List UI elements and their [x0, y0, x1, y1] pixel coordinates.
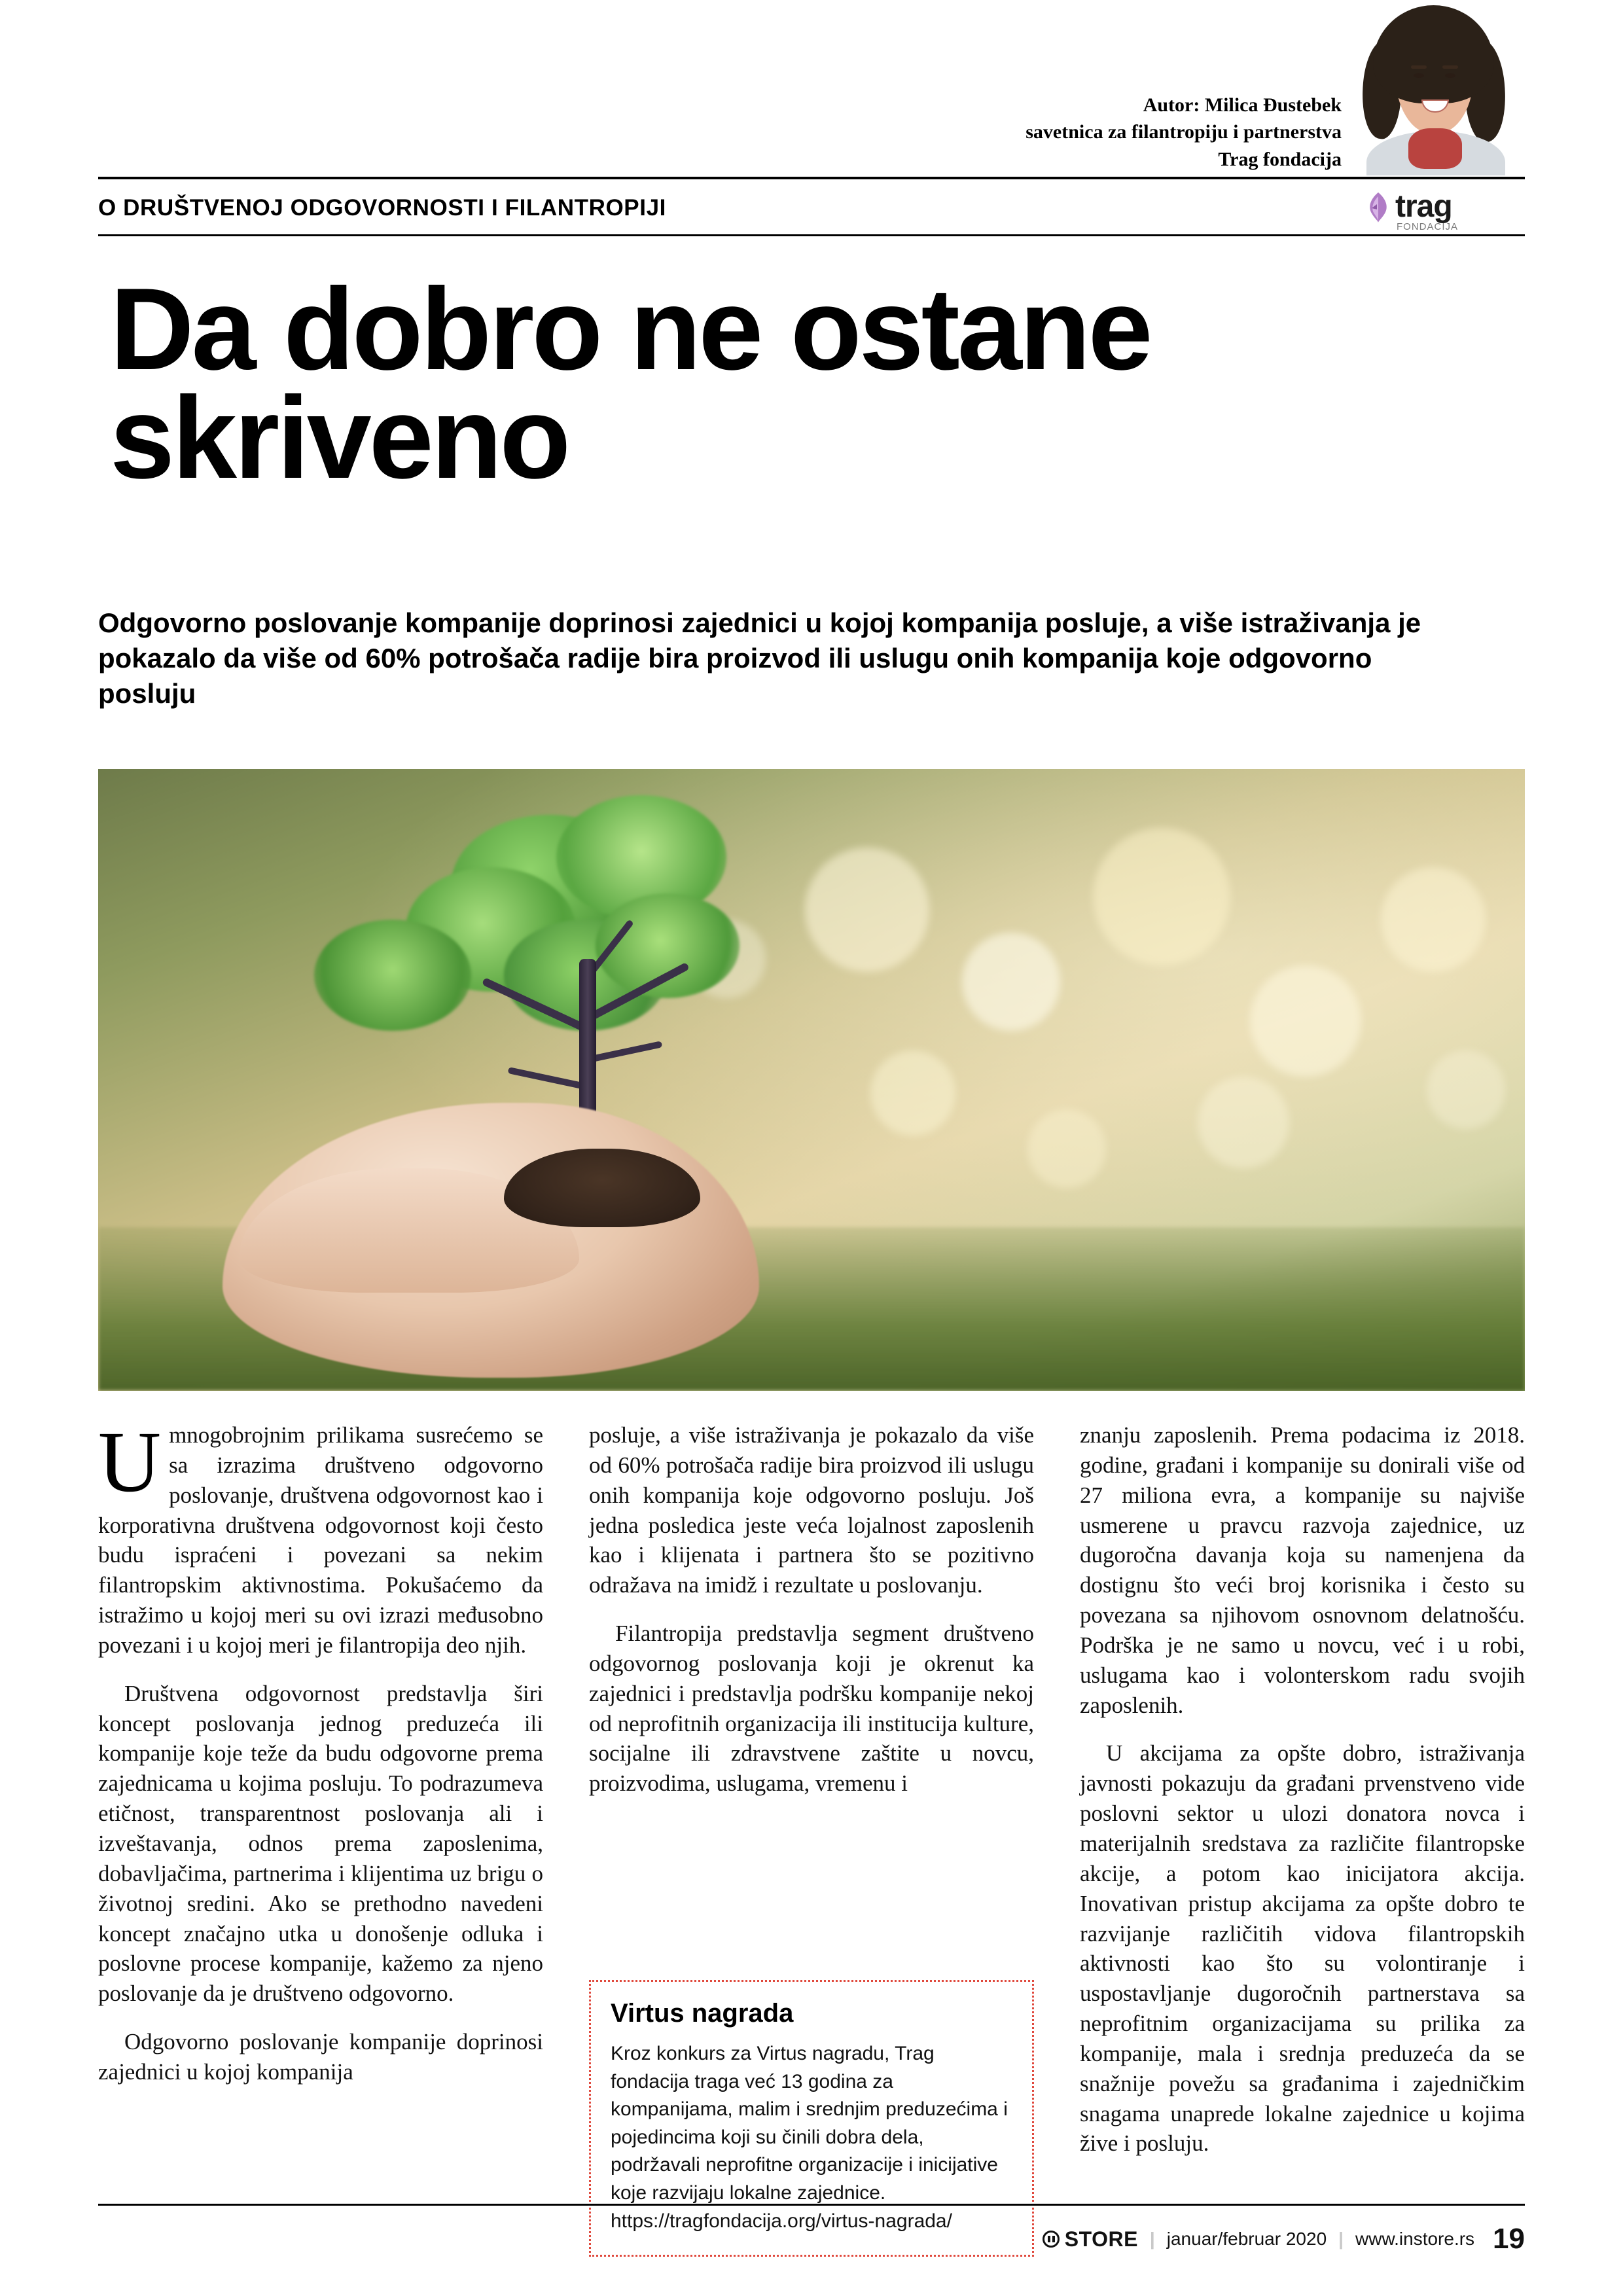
footer-divider — [98, 2204, 1525, 2206]
callout-text: Kroz konkurs za Virtus nagradu, Trag fondacija traga već 13 godina za kompanijama, malim i srednjim preduzećima i pojedincima koji su činili dobra dela, podržavali neprofitne organizacije i inicijative koje razvijaju lokalne zajednice. — [611, 2043, 1008, 2204]
author-credit — [1026, 92, 1342, 173]
instore-circle-icon — [1043, 2231, 1060, 2248]
page-footer — [1043, 2223, 1525, 2255]
logo-subtitle: FONDACIJA — [1397, 221, 1459, 232]
body-column-2 — [589, 1420, 1034, 1799]
body-column-1 — [98, 1413, 543, 2087]
trag-fondacija-logo — [1360, 188, 1524, 236]
paragraph-text: mnogobrojnim prilikama susrećemo se sa izrazima društveno odgovorno poslovanje, društvena odgovornost kao i korporativna društvena odgovornost koji često budu ispraćeni i povezani sa nekim filantropskim aktivnostima. Pokušaćemo da istražimo u kojoj meri su ovi izrazi međusobno povezani i u kojoj meri je filantropija deo njih. — [98, 1422, 543, 1658]
virtus-nagrada-link[interactable]: https://tragfondacija.org/virtus-nagrada/ — [611, 2210, 952, 2232]
paragraph: Društvena odgovornost predstavlja širi koncept poslovanja jednog preduzeća ili kompanije koje teže da budu odgovorne prema zajednicama u kojima posluju. To podrazumeva etičnost, transparentnost poslovanja ali i izveštavanja, odnos prema zaposlenima, dobavljačima, partnerima i klijentima uz brigu o životnoj sredini. Ako se prethodno navedeni koncept značajno utka u donošenje odluka i poslovne procese kompanije, kažemo za njeno poslovanje da je društveno odgovorno. — [98, 1680, 543, 2007]
paragraph: znanju zaposlenih. Prema podacima iz 2018. godine, građani i kompanije su donirali više od 27 miliona evra, a kompanije su najviše usmerene u pravcu razvoja zajednice, uz dugoročna davanja koja su namenjena da dostignu što veći broj korisnika i često su povezana sa njihovom osnovnom delatnošću. Podrška je ne samo u novcu, već i u robi, uslugama kao i volonterskom radu svojih zaposlenih. — [1080, 1422, 1525, 1718]
leaf-icon — [1364, 191, 1393, 224]
drop-cap: U — [98, 1413, 162, 1510]
body-column-3 — [1080, 1420, 1525, 2159]
paragraph — [98, 1413, 543, 1660]
paragraph: Odgovorno poslovanje kompanije doprinosi zajednici u kojoj kompanija — [98, 2029, 543, 2085]
author-org: Trag fondacija — [1218, 148, 1342, 170]
callout-title: Virtus nagrada — [611, 1999, 794, 2028]
article-deck: Odgovorno poslovanje kompanije doprinosi zajednici u kojoj kompanija posluje, a više istraživanja je pokazalo da više od 60% potrošača radije bira proizvod ili uslugu onih kompanija koje odgovorno posluju — [98, 607, 1421, 709]
paragraph: posluje, a više istraživanja je pokazalo da više od 60% potrošača radije bira proizvod ili uslugu onih kompanija koje odgovorno posluju. Još jedna posledica jeste veća lojalnost zaposlenih kao i klijenata i partnera što se pozitivno odražava na imidž i rezultate u poslovanju. — [589, 1422, 1034, 1598]
author-name: Autor: Milica Đustebek — [1143, 94, 1342, 116]
instore-logo — [1043, 2227, 1138, 2251]
author-role: savetnica za filantropiju i partnerstva — [1026, 121, 1342, 143]
footer-separator: | — [1149, 2229, 1155, 2249]
header-divider-top — [98, 177, 1525, 179]
paragraph: Filantropija predstavlja segment društveno odgovornog poslovanja koji je okrenut ka zajednici i predstavlja podršku kompanije nekoj od neprofitnih organizacija ili instituciја kulture, socijalne ili zdravstvene zaštite u novcu, proizvodima, uslugama, vremenu i — [589, 1621, 1034, 1797]
section-kicker: O DRUŠTVENOJ ODGOVORNOSTI I FILANTROPIJI — [98, 195, 666, 221]
footer-separator: | — [1338, 2229, 1344, 2249]
issue-date: januar/februar 2020 — [1166, 2229, 1327, 2249]
website-url: www.instore.rs — [1355, 2229, 1475, 2249]
sidebar-callout-virtus — [589, 1980, 1034, 2257]
brand-name: STORE — [1064, 2227, 1138, 2251]
article-body — [98, 1413, 1525, 2232]
page-title: Da dobro ne ostane skriveno — [110, 264, 1150, 503]
author-portrait-photo — [1348, 0, 1522, 175]
callout-link[interactable] — [611, 2208, 1012, 2236]
hero-image — [98, 769, 1525, 1391]
page-number: 19 — [1493, 2223, 1525, 2255]
header-divider-bottom — [98, 234, 1525, 236]
logo-wordmark: trag — [1395, 189, 1452, 224]
paragraph: U akcijama za opšte dobro, istraživanja javnosti pokazuju da građani prvenstveno vide poslovni sektor u ulozi donatora novca i materijalnih sredstava za različite filantropske akcije, a potom kao inicijatora akcija. Inovativan pristup akcijama za opšte dobro te razvijanje različitih vidova filantropskih aktivnosti kao što su volontiranje i uspostavljanje dugoročnih partnerstava sa neprofitnim organizacijama su prilika za kompanije, mala i srednja preduzeća da se snažnije povežu sa građanima i zajedničkim snagama unaprede lokalne zajednice u kojima žive i posluju. — [1080, 1740, 1525, 2157]
